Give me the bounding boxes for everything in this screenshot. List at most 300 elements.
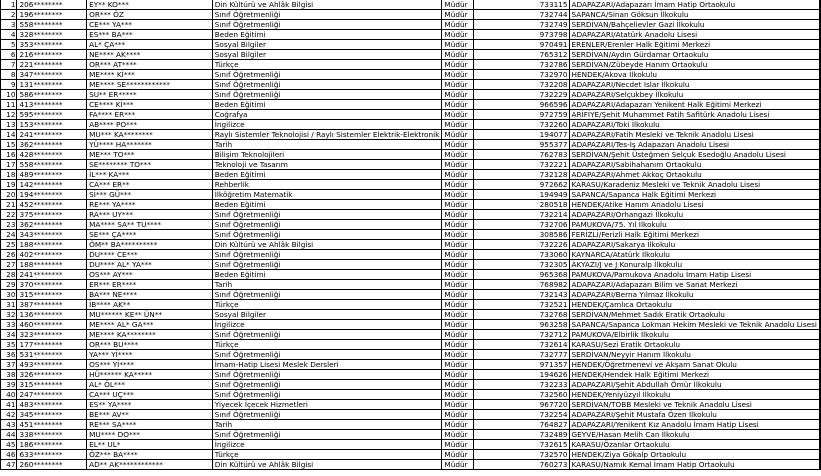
title-cell[interactable]: Müdür <box>442 180 473 190</box>
branch-cell[interactable]: Din Kültürü ve Ahlâk Bilgisi <box>212 240 442 250</box>
branch-cell[interactable]: Din Kültürü ve Ahlâk Bilgisi <box>212 0 442 10</box>
school-name-cell[interactable]: HENDEK/Akova İlkokulu <box>569 70 819 80</box>
name-cell[interactable]: EL** UL* <box>87 440 213 450</box>
school-code-cell[interactable]: 973798 <box>473 30 569 40</box>
tc-id-cell[interactable]: 241******** <box>17 130 87 140</box>
row-number-cell[interactable]: 22 <box>1 210 17 220</box>
title-cell[interactable]: Müdür <box>442 160 473 170</box>
name-cell[interactable]: DU**** CE*** <box>87 250 213 260</box>
school-code-cell[interactable]: 732260 <box>473 120 569 130</box>
branch-cell[interactable]: Tarih <box>212 280 442 290</box>
tc-id-cell[interactable]: 326******** <box>17 370 87 380</box>
tc-id-cell[interactable]: 142******** <box>17 180 87 190</box>
name-cell[interactable]: ES*** BA*** <box>87 30 213 40</box>
tc-id-cell[interactable]: 451******** <box>17 420 87 430</box>
title-cell[interactable]: Müdür <box>442 220 473 230</box>
name-cell[interactable]: YÜ**** HA******* <box>87 140 213 150</box>
school-name-cell[interactable]: ADAPAZARI/Berna Yılmaz İlkokulu <box>569 290 819 300</box>
row-number-cell[interactable]: 34 <box>1 330 17 340</box>
branch-cell[interactable]: Türkçe <box>212 450 442 460</box>
name-cell[interactable]: DU**** AL* YA*** <box>87 260 213 270</box>
school-name-cell[interactable]: ADAPAZARI/Şehit Mustafa Özen İlkokulu <box>569 410 819 420</box>
name-cell[interactable]: RA*** UY*** <box>87 210 213 220</box>
school-code-cell[interactable]: 733060 <box>473 250 569 260</box>
title-cell[interactable]: Müdür <box>442 20 473 30</box>
school-name-cell[interactable]: ARİFİYE/Şehit Muhammet Fatih Safitürk Anadolu Lisesi <box>569 110 819 120</box>
tc-id-cell[interactable]: 595******** <box>17 110 87 120</box>
school-name-cell[interactable]: ADAPAZARI/Yenikent Kız Anadolu İmam Hatip Lisesi <box>569 420 819 430</box>
tc-id-cell[interactable]: 370******** <box>17 280 87 290</box>
empty-cell[interactable] <box>820 160 821 170</box>
branch-cell[interactable]: Beden Eğitimi <box>212 170 442 180</box>
row-number-cell[interactable]: 42 <box>1 410 17 420</box>
row-number-cell[interactable]: 43 <box>1 420 17 430</box>
tc-id-cell[interactable]: 323******** <box>17 330 87 340</box>
name-cell[interactable]: MU*** KA******** <box>87 130 213 140</box>
title-cell[interactable]: Müdür <box>442 430 473 440</box>
name-cell[interactable]: BA*** NE**** <box>87 290 213 300</box>
tc-id-cell[interactable]: 186******** <box>17 440 87 450</box>
school-name-cell[interactable]: ADAPAZARI/Atatürk Anadolu Lisesi <box>569 30 819 40</box>
branch-cell[interactable]: Sosyal Bilgiler <box>212 310 442 320</box>
school-name-cell[interactable]: ADAPAZARI/Adapazarı İmam Hatip Ortaokulu <box>569 0 819 10</box>
row-number-cell[interactable]: 17 <box>1 160 17 170</box>
school-name-cell[interactable]: ERENLER/Erenler Halk Eğitimi Merkezi <box>569 40 819 50</box>
empty-cell[interactable] <box>820 420 821 430</box>
empty-cell[interactable] <box>820 10 821 20</box>
row-number-cell[interactable]: 7 <box>1 60 17 70</box>
school-code-cell[interactable]: 732254 <box>473 410 569 420</box>
title-cell[interactable]: Müdür <box>442 90 473 100</box>
title-cell[interactable]: Müdür <box>442 310 473 320</box>
school-code-cell[interactable]: 733115 <box>473 0 569 10</box>
school-code-cell[interactable]: 732305 <box>473 260 569 270</box>
empty-cell[interactable] <box>820 460 821 470</box>
tc-id-cell[interactable]: 489******** <box>17 170 87 180</box>
name-cell[interactable]: ÖZ*** BA**** <box>87 450 213 460</box>
empty-cell[interactable] <box>820 330 821 340</box>
branch-cell[interactable]: Bilişim Teknolojileri <box>212 150 442 160</box>
title-cell[interactable]: Müdür <box>442 390 473 400</box>
school-code-cell[interactable]: 732521 <box>473 300 569 310</box>
school-code-cell[interactable]: 732226 <box>473 240 569 250</box>
tc-id-cell[interactable]: 188******** <box>17 260 87 270</box>
empty-cell[interactable] <box>820 390 821 400</box>
empty-cell[interactable] <box>820 110 821 120</box>
school-name-cell[interactable]: ADAPAZARI/Sabihahanım Ortaokulu <box>569 160 819 170</box>
empty-cell[interactable] <box>820 170 821 180</box>
school-name-cell[interactable]: FERİZLİ/Ferizli Halk Eğitimi Merkezi <box>569 230 819 240</box>
branch-cell[interactable]: Sınıf Öğretmenliği <box>212 70 442 80</box>
title-cell[interactable]: Müdür <box>442 140 473 150</box>
school-name-cell[interactable]: SERDİVAN/Şehit Üsteğmen Selçuk Esedoğlu Anadolu Lisesi <box>569 150 819 160</box>
school-name-cell[interactable]: ADAPAZARI/Orhangazi İlkokulu <box>569 210 819 220</box>
empty-cell[interactable] <box>820 340 821 350</box>
school-code-cell[interactable]: 194626 <box>473 370 569 380</box>
school-name-cell[interactable]: SERDİVAN/Zübeyde Hanım Ortaokulu <box>569 60 819 70</box>
school-code-cell[interactable]: 732614 <box>473 340 569 350</box>
tc-id-cell[interactable]: 387******** <box>17 300 87 310</box>
school-name-cell[interactable]: ADAPAZARI/Fatih Mesleki ve Teknik Anadolu Lisesi <box>569 130 819 140</box>
title-cell[interactable]: Müdür <box>442 70 473 80</box>
school-code-cell[interactable]: 308586 <box>473 230 569 240</box>
school-code-cell[interactable]: 732128 <box>473 170 569 180</box>
school-name-cell[interactable]: SAPANCA/Sapanca Lokman Hekim Mesleki ve Teknik Anadolu Lisesi <box>569 320 819 330</box>
row-number-cell[interactable]: 47 <box>1 460 17 470</box>
row-number-cell[interactable]: 40 <box>1 390 17 400</box>
name-cell[interactable]: Sİ*** GÜ*** <box>87 190 213 200</box>
empty-cell[interactable] <box>820 70 821 80</box>
title-cell[interactable]: Müdür <box>442 150 473 160</box>
title-cell[interactable]: Müdür <box>442 210 473 220</box>
tc-id-cell[interactable]: 131******** <box>17 80 87 90</box>
school-name-cell[interactable]: HENDEK/Atike Hanım Anadolu Lisesi <box>569 200 819 210</box>
school-name-cell[interactable]: SAPANCA/Sinan Göksun İlkokulu <box>569 10 819 20</box>
title-cell[interactable]: Müdür <box>442 450 473 460</box>
tc-id-cell[interactable]: 221******** <box>17 60 87 70</box>
empty-cell[interactable] <box>820 430 821 440</box>
empty-cell[interactable] <box>820 240 821 250</box>
row-number-cell[interactable]: 24 <box>1 230 17 240</box>
name-cell[interactable]: ÖM** BA********** <box>87 240 213 250</box>
branch-cell[interactable]: Sınıf Öğretmenliği <box>212 210 442 220</box>
name-cell[interactable]: ME**** KA******** <box>87 330 213 340</box>
empty-cell[interactable] <box>820 130 821 140</box>
school-code-cell[interactable]: 732970 <box>473 70 569 80</box>
title-cell[interactable]: Müdür <box>442 170 473 180</box>
school-name-cell[interactable]: HENDEK/Hendek Halk Eğitimi Merkezi <box>569 370 819 380</box>
empty-cell[interactable] <box>820 440 821 450</box>
school-code-cell[interactable]: 972662 <box>473 180 569 190</box>
tc-id-cell[interactable]: 353******** <box>17 40 87 50</box>
name-cell[interactable]: AB**** PO*** <box>87 120 213 130</box>
empty-cell[interactable] <box>820 400 821 410</box>
title-cell[interactable]: Müdür <box>442 40 473 50</box>
title-cell[interactable]: Müdür <box>442 80 473 90</box>
school-code-cell[interactable]: 732749 <box>473 20 569 30</box>
title-cell[interactable]: Müdür <box>442 30 473 40</box>
row-number-cell[interactable]: 2 <box>1 10 17 20</box>
branch-cell[interactable]: İngilizce <box>212 120 442 130</box>
school-code-cell[interactable]: 194077 <box>473 130 569 140</box>
school-name-cell[interactable]: ADAPAZARI/Toki İlkokulu <box>569 120 819 130</box>
branch-cell[interactable]: Sosyal Bilgiler <box>212 50 442 60</box>
school-name-cell[interactable]: PAMUKOVA/Elbirlik İlkokulu <box>569 330 819 340</box>
row-number-cell[interactable]: 35 <box>1 340 17 350</box>
name-cell[interactable]: FA**** ER*** <box>87 110 213 120</box>
name-cell[interactable]: OR*** AT**** <box>87 60 213 70</box>
title-cell[interactable]: Müdür <box>442 10 473 20</box>
school-name-cell[interactable]: ADAPAZARI/Tes-İş Adapazarı Anadolu Lisesi <box>569 140 819 150</box>
tc-id-cell[interactable]: 153******** <box>17 120 87 130</box>
school-name-cell[interactable]: ADAPAZARI/Sakarya İlkokulu <box>569 240 819 250</box>
school-code-cell[interactable]: 966596 <box>473 100 569 110</box>
school-name-cell[interactable]: ADAPAZARI/Ahmet Akkoç Ortaokulu <box>569 170 819 180</box>
school-code-cell[interactable]: 732143 <box>473 290 569 300</box>
tc-id-cell[interactable]: 136******** <box>17 310 87 320</box>
title-cell[interactable]: Müdür <box>442 420 473 430</box>
title-cell[interactable]: Müdür <box>442 100 473 110</box>
row-number-cell[interactable]: 23 <box>1 220 17 230</box>
name-cell[interactable]: EY** KO*** <box>87 0 213 10</box>
school-name-cell[interactable]: SAPANCA/Sapanca Halk Eğitimi Merkezi <box>569 190 819 200</box>
row-number-cell[interactable]: 19 <box>1 180 17 190</box>
name-cell[interactable]: ME*** TO*** <box>87 150 213 160</box>
row-number-cell[interactable]: 44 <box>1 430 17 440</box>
name-cell[interactable]: AL* ÖL*** <box>87 380 213 390</box>
title-cell[interactable]: Müdür <box>442 330 473 340</box>
tc-id-cell[interactable]: 196******** <box>17 10 87 20</box>
title-cell[interactable]: Müdür <box>442 400 473 410</box>
empty-cell[interactable] <box>820 280 821 290</box>
branch-cell[interactable]: Sosyal Bilgiler <box>212 40 442 50</box>
school-name-cell[interactable]: ADAPAZARI/Selçukbey İlkokulu <box>569 90 819 100</box>
empty-cell[interactable] <box>820 60 821 70</box>
school-name-cell[interactable]: ADAPAZARI/Adapazarı Yenikent Halk Eğitimi Merkezi <box>569 100 819 110</box>
branch-cell[interactable]: Türkçe <box>212 300 442 310</box>
empty-cell[interactable] <box>820 120 821 130</box>
row-number-cell[interactable]: 38 <box>1 370 17 380</box>
empty-cell[interactable] <box>820 190 821 200</box>
tc-id-cell[interactable]: 460******** <box>17 320 87 330</box>
row-number-cell[interactable]: 5 <box>1 40 17 50</box>
empty-cell[interactable] <box>820 40 821 50</box>
branch-cell[interactable]: İlköğretim Matematik <box>212 190 442 200</box>
row-number-cell[interactable]: 13 <box>1 120 17 130</box>
school-name-cell[interactable]: HENDEK/Yeniyüzyıl İlkokulu <box>569 390 819 400</box>
tc-id-cell[interactable]: 428******** <box>17 150 87 160</box>
empty-cell[interactable] <box>820 180 821 190</box>
school-name-cell[interactable]: KARASU/Özanlar Ortaokulu <box>569 440 819 450</box>
school-code-cell[interactable]: 732229 <box>473 90 569 100</box>
branch-cell[interactable]: Beden Eğitimi <box>212 200 442 210</box>
tc-id-cell[interactable]: 315******** <box>17 380 87 390</box>
school-name-cell[interactable]: HENDEK/Ziya Gökalp Ortaokulu <box>569 450 819 460</box>
name-cell[interactable]: MU**** DO*** <box>87 430 213 440</box>
school-name-cell[interactable]: PAMUKOVA/75. Yıl İlkokulu <box>569 220 819 230</box>
row-number-cell[interactable]: 20 <box>1 190 17 200</box>
row-number-cell[interactable]: 46 <box>1 450 17 460</box>
name-cell[interactable]: HÜ****** KA***** <box>87 370 213 380</box>
row-number-cell[interactable]: 26 <box>1 250 17 260</box>
title-cell[interactable]: Müdür <box>442 240 473 250</box>
empty-cell[interactable] <box>820 100 821 110</box>
school-code-cell[interactable]: 732786 <box>473 60 569 70</box>
tc-id-cell[interactable]: 531******** <box>17 350 87 360</box>
branch-cell[interactable]: Sınıf Öğretmenliği <box>212 290 442 300</box>
branch-cell[interactable]: Beden Eğitimi <box>212 270 442 280</box>
school-name-cell[interactable]: PAMUKOVA/Pamukova Anadolu İmam Hatip Lisesi <box>569 270 819 280</box>
row-number-cell[interactable]: 4 <box>1 30 17 40</box>
row-number-cell[interactable]: 36 <box>1 350 17 360</box>
empty-cell[interactable] <box>820 200 821 210</box>
name-cell[interactable]: İB**** AK** <box>87 300 213 310</box>
school-name-cell[interactable]: HENDEK/Çamlıca Ortaokulu <box>569 300 819 310</box>
school-code-cell[interactable]: 732489 <box>473 430 569 440</box>
branch-cell[interactable]: Sınıf Öğretmenliği <box>212 410 442 420</box>
tc-id-cell[interactable]: 343******** <box>17 230 87 240</box>
name-cell[interactable]: AD** AK************ <box>87 460 213 470</box>
row-number-cell[interactable]: 39 <box>1 380 17 390</box>
title-cell[interactable]: Müdür <box>442 460 473 470</box>
name-cell[interactable]: OR*** ÖZ <box>87 10 213 20</box>
branch-cell[interactable]: Teknoloji ve Tasarım <box>212 160 442 170</box>
name-cell[interactable]: RE*** SA**** <box>87 420 213 430</box>
name-cell[interactable]: SE******** TO*** <box>87 160 213 170</box>
name-cell[interactable]: ER*** ER**** <box>87 280 213 290</box>
title-cell[interactable]: Müdür <box>442 270 473 280</box>
row-number-cell[interactable]: 28 <box>1 270 17 280</box>
branch-cell[interactable]: Sınıf Öğretmenliği <box>212 350 442 360</box>
empty-cell[interactable] <box>820 260 821 270</box>
empty-cell[interactable] <box>820 50 821 60</box>
branch-cell[interactable]: Tarih <box>212 140 442 150</box>
tc-id-cell[interactable]: 375******** <box>17 210 87 220</box>
branch-cell[interactable]: Coğrafya <box>212 110 442 120</box>
school-code-cell[interactable]: 972759 <box>473 110 569 120</box>
empty-cell[interactable] <box>820 150 821 160</box>
school-name-cell[interactable]: HENDEK/Öğretmeneví ve Akşam Sanat Okulu <box>569 360 819 370</box>
branch-cell[interactable]: Raylı Sistemler Teknolojisi / Raylı Sistemler Elektrik-Elektronik <box>212 130 442 140</box>
empty-cell[interactable] <box>820 350 821 360</box>
tc-id-cell[interactable]: 206******** <box>17 0 87 10</box>
empty-cell[interactable] <box>820 20 821 30</box>
empty-cell[interactable] <box>820 270 821 280</box>
name-cell[interactable]: CA*** UÇ*** <box>87 390 213 400</box>
name-cell[interactable]: MU****** KE** ÜN** <box>87 310 213 320</box>
name-cell[interactable]: NE**** AK**** <box>87 50 213 60</box>
title-cell[interactable]: Müdür <box>442 380 473 390</box>
name-cell[interactable]: OS*** AY*** <box>87 270 213 280</box>
tc-id-cell[interactable]: 558******** <box>17 160 87 170</box>
title-cell[interactable]: Müdür <box>442 340 473 350</box>
row-number-cell[interactable]: 15 <box>1 140 17 150</box>
school-code-cell[interactable]: 732777 <box>473 350 569 360</box>
school-code-cell[interactable]: 732570 <box>473 450 569 460</box>
tc-id-cell[interactable]: 558******** <box>17 20 87 30</box>
name-cell[interactable]: CE**** Kİ*** <box>87 100 213 110</box>
school-code-cell[interactable]: 732214 <box>473 210 569 220</box>
tc-id-cell[interactable]: 493******** <box>17 360 87 370</box>
school-code-cell[interactable]: 732208 <box>473 80 569 90</box>
empty-cell[interactable] <box>820 320 821 330</box>
title-cell[interactable]: Müdür <box>442 0 473 10</box>
row-number-cell[interactable]: 18 <box>1 170 17 180</box>
row-number-cell[interactable]: 1 <box>1 0 17 10</box>
name-cell[interactable]: İL*** KA*** <box>87 170 213 180</box>
row-number-cell[interactable]: 37 <box>1 360 17 370</box>
branch-cell[interactable]: Yiyecek İçecek Hizmetleri <box>212 400 442 410</box>
branch-cell[interactable]: Tarih <box>212 420 442 430</box>
school-code-cell[interactable]: 732768 <box>473 310 569 320</box>
empty-cell[interactable] <box>820 210 821 220</box>
empty-cell[interactable] <box>820 310 821 320</box>
school-name-cell[interactable]: SERDİVAN/Neyyir Hanım İlkokulu <box>569 350 819 360</box>
tc-id-cell[interactable]: 345******** <box>17 410 87 420</box>
tc-id-cell[interactable]: 362******** <box>17 140 87 150</box>
school-name-cell[interactable]: GEYVE/Hasan Melih Can İlkokulu <box>569 430 819 440</box>
school-code-cell[interactable]: 732744 <box>473 10 569 20</box>
row-number-cell[interactable]: 45 <box>1 440 17 450</box>
title-cell[interactable]: Müdür <box>442 320 473 330</box>
empty-cell[interactable] <box>820 80 821 90</box>
branch-cell[interactable]: Sınıf Öğretmenliği <box>212 430 442 440</box>
school-name-cell[interactable]: KARASU/Karadeniz Mesleki ve Teknik Anadolu Lisesi <box>569 180 819 190</box>
title-cell[interactable]: Müdür <box>442 110 473 120</box>
school-code-cell[interactable]: 760273 <box>473 460 569 470</box>
school-code-cell[interactable]: 965368 <box>473 270 569 280</box>
school-code-cell[interactable]: 732221 <box>473 160 569 170</box>
row-number-cell[interactable]: 41 <box>1 400 17 410</box>
branch-cell[interactable]: Sınıf Öğretmenliği <box>212 230 442 240</box>
branch-cell[interactable]: İmam-Hatip Lisesi Meslek Dersleri <box>212 360 442 370</box>
branch-cell[interactable]: Sınıf Öğretmenliği <box>212 330 442 340</box>
tc-id-cell[interactable]: 633******** <box>17 450 87 460</box>
title-cell[interactable]: Müdür <box>442 260 473 270</box>
empty-cell[interactable] <box>820 290 821 300</box>
branch-cell[interactable]: Türkçe <box>212 60 442 70</box>
tc-id-cell[interactable]: 338******** <box>17 430 87 440</box>
title-cell[interactable]: Müdür <box>442 230 473 240</box>
empty-cell[interactable] <box>820 230 821 240</box>
school-code-cell[interactable]: 732712 <box>473 330 569 340</box>
school-name-cell[interactable]: ADAPAZARI/Şehit Abdullah Ömür İlkokulu <box>569 380 819 390</box>
school-code-cell[interactable]: 194949 <box>473 190 569 200</box>
tc-id-cell[interactable]: 328******** <box>17 30 87 40</box>
name-cell[interactable]: ME**** SE************ <box>87 80 213 90</box>
tc-id-cell[interactable]: 362******** <box>17 220 87 230</box>
row-number-cell[interactable]: 8 <box>1 70 17 80</box>
row-number-cell[interactable]: 16 <box>1 150 17 160</box>
branch-cell[interactable]: Din Kültürü ve Ahlâk Bilgisi <box>212 460 442 470</box>
branch-cell[interactable]: Sınıf Öğretmenliği <box>212 250 442 260</box>
branch-cell[interactable]: Sınıf Öğretmenliği <box>212 220 442 230</box>
name-cell[interactable]: MA**** SA** TU**** <box>87 220 213 230</box>
name-cell[interactable]: ES** YA**** <box>87 400 213 410</box>
empty-cell[interactable] <box>820 300 821 310</box>
tc-id-cell[interactable]: 177******** <box>17 340 87 350</box>
branch-cell[interactable]: Türkçe <box>212 340 442 350</box>
title-cell[interactable]: Müdür <box>442 50 473 60</box>
branch-cell[interactable]: Sınıf Öğretmenliği <box>212 20 442 30</box>
title-cell[interactable]: Müdür <box>442 130 473 140</box>
school-code-cell[interactable]: 967720 <box>473 400 569 410</box>
row-number-cell[interactable]: 11 <box>1 100 17 110</box>
tc-id-cell[interactable]: 483******** <box>17 400 87 410</box>
empty-cell[interactable] <box>820 250 821 260</box>
school-name-cell[interactable]: SERDİVAN/Bahçelievler Gazi İlkokulu <box>569 20 819 30</box>
school-name-cell[interactable]: KARASU/Namık Kemal İmam Hatip Ortaokulu <box>569 460 819 470</box>
title-cell[interactable]: Müdür <box>442 370 473 380</box>
tc-id-cell[interactable]: 247******** <box>17 390 87 400</box>
row-number-cell[interactable]: 29 <box>1 280 17 290</box>
title-cell[interactable]: Müdür <box>442 120 473 130</box>
school-code-cell[interactable]: 732560 <box>473 390 569 400</box>
tc-id-cell[interactable]: 586******** <box>17 90 87 100</box>
branch-cell[interactable]: Beden Eğitimi <box>212 100 442 110</box>
branch-cell[interactable]: İngilizce <box>212 440 442 450</box>
school-code-cell[interactable]: 955377 <box>473 140 569 150</box>
title-cell[interactable]: Müdür <box>442 60 473 70</box>
school-code-cell[interactable]: 765312 <box>473 50 569 60</box>
school-name-cell[interactable]: SERDİVAN/Aydın Gürdamar Ortaokulu <box>569 50 819 60</box>
school-name-cell[interactable]: ADAPAZARI/Necdet Islar İlkokulu <box>569 80 819 90</box>
school-name-cell[interactable]: AKYAZI/J ve J Konuralp İlkokulu <box>569 260 819 270</box>
row-number-cell[interactable]: 31 <box>1 300 17 310</box>
row-number-cell[interactable]: 12 <box>1 110 17 120</box>
school-name-cell[interactable]: SERDİVAN/Mehmet Sadık Eratik Ortaokulu <box>569 310 819 320</box>
title-cell[interactable]: Müdür <box>442 350 473 360</box>
